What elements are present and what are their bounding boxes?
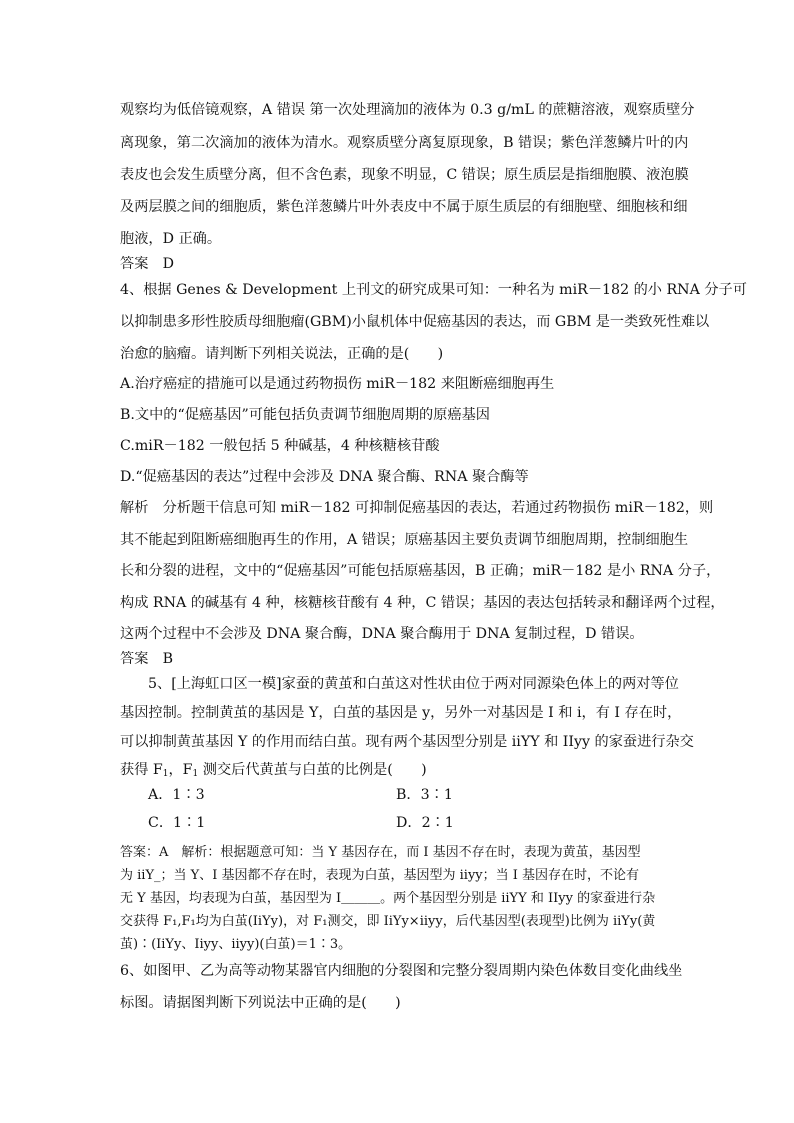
question-5-line-3: 可以抑制黄茧基因 Y 的作用而结白茧。现有两个基因型分别是 iiYY 和 IIyy 的家蚕进行杂交 — [120, 734, 694, 750]
answer-4: 答案 B — [120, 651, 173, 667]
question-4-option-c: C.miR－182 一般包括 5 种碱基，4 种核糖核苷酸 — [120, 438, 440, 454]
analysis-5-line-2: 为 iiY_；当 Y、I 基因都不存在时，表现为白茧，基因型为 iiyy；当 I 基因存在时，不论有 — [120, 868, 640, 883]
analysis-5-line-1: 答案：A 解析：根据题意可知：当 Y 基因存在，而 I 基因不存在时，表现为黄茧，基因型 — [120, 845, 641, 860]
question-5-option-b: B．3∶1 — [396, 787, 453, 803]
question-5-option-a: A．1∶3 — [148, 787, 205, 803]
question-5-line-4-text-a: 获得 F — [120, 762, 163, 778]
question-5-line-4-text-b: ，F — [168, 762, 193, 778]
analysis-5-line-3: 无 Y 基因，均表现为白茧，基因型为 I＿＿＿。两个基因型分别是 iiYY 和 IIyy 的家蚕进行杂 — [120, 891, 656, 906]
analysis-4-line-4: 构成 RNA 的碱基有 4 种，核糖核苷酸有 4 种，C 错误；基因的表达包括转录和翻译两个过程， — [120, 595, 725, 611]
question-6-line-2: 标图。请据图判断下列说法中正确的是( ) — [120, 995, 401, 1011]
question-5-option-c: C．1∶1 — [148, 815, 206, 831]
analysis-5-line-5: 茧)∶(IiYy、Iiyy、iiyy)(白茧)＝1∶3。 — [120, 937, 352, 952]
question-4-line-1: 4、根据 Genes & Development 上刊文的研究成果可知：一种名为 miR－182 的小 RNA 分子可 — [120, 282, 747, 298]
subscript-1: 1 — [192, 769, 199, 779]
question-4-option-a: A.治疗癌症的措施可以是通过药物损伤 miR－182 来阻断癌细胞再生 — [120, 376, 555, 392]
question-5-option-d: D．2∶1 — [396, 815, 454, 831]
question-4-line-3: 治愈的脑瘤。请判断下列相关说法，正确的是( ) — [120, 346, 444, 362]
analysis-3-line-4: 及两层膜之间的细胞质，紫色洋葱鳞片叶外表皮中不属于原生质层的有细胞壁、细胞核和细 — [120, 199, 688, 215]
analysis-4-line-2: 其不能起到阻断癌细胞再生的作用，A 错误；原癌基因主要负责调节细胞周期，控制细胞生 — [120, 532, 689, 548]
question-4-option-b: B.文中的“促癌基因”可能包括负责调节细胞周期的原癌基因 — [120, 407, 490, 423]
analysis-3-line-5: 胞液，D 正确。 — [120, 231, 222, 247]
analysis-3-line-2: 离现象，第二次滴加的液体为清水。观察质壁分离复原现象，B 错误；紫色洋葱鳞片叶的内 — [120, 135, 689, 151]
question-5-line-1: 5、[上海虹口区一模]家蚕的黄茧和白茧这对性状由位于两对同源染色体上的两对等位 — [148, 676, 679, 692]
question-4-option-d: D.“促癌基因的表达”过程中会涉及 DNA 聚合酶、RNA 聚合酶等 — [120, 469, 529, 485]
question-5-line-4 — [120, 759, 680, 785]
analysis-4-line-3: 长和分裂的进程，文中的“促癌基因”可能包括原癌基因，B 正确；miR－182 是小 RNA 分子， — [120, 563, 721, 579]
answer-3: 答案 D — [120, 256, 174, 272]
analysis-5-line-4: 交获得 F₁,F₁均为白茧(IiYy)，对 F₁测交，即 IiYy×iiyy，后代基因型(表现型)比例为 iiYy(黄 — [120, 914, 656, 929]
analysis-4-line-1: 解析 分析题干信息可知 miR－182 可抑制促癌基因的表达，若通过药物损伤 miR－182，则 — [120, 500, 714, 516]
analysis-4-line-5: 这两个过程中不会涉及 DNA 聚合酶，DNA 聚合酶用于 DNA 复制过程，D 错误。 — [120, 626, 644, 642]
question-4-line-2: 以抑制患多形性胶质母细胞瘤(GBM)小鼠机体中促癌基因的表达，而 GBM 是一类致死性难以 — [120, 314, 710, 330]
question-5-line-4-text-c: 测交后代黄茧与白茧的比例是( ) — [198, 762, 427, 778]
question-6-line-1: 6、如图甲、乙为高等动物某器官内细胞的分裂图和完整分裂周期内染色体数目变化曲线坐 — [120, 963, 683, 979]
subscript-1: 1 — [162, 769, 169, 779]
question-5-line-2: 基因控制。控制黄茧的基因是 Y，白茧的基因是 y，另外一对基因是 I 和 i，有 I 存在时， — [120, 705, 682, 721]
analysis-3-line-1: 观察均为低倍镜观察，A 错误 第一次处理滴加的液体为 0.3 g/mL 的蔗糖溶液，观察质壁分 — [120, 102, 695, 118]
analysis-3-line-3: 表皮也会发生质壁分离，但不含色素，现象不明显，C 错误；原生质层是指细胞膜、液泡膜 — [120, 167, 689, 183]
